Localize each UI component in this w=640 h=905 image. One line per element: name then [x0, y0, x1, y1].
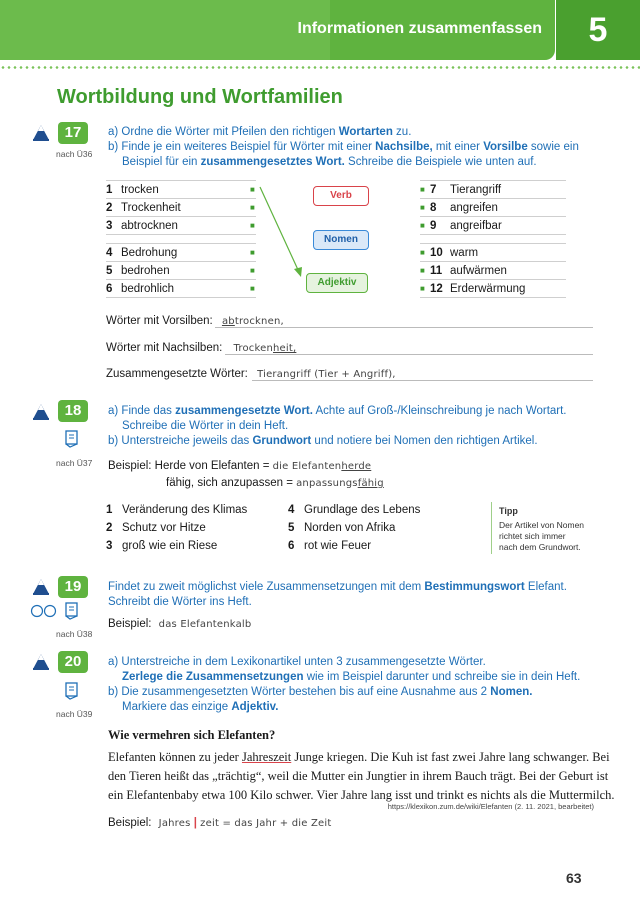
article-source: https://klexikon.zum.de/wiki/Elefanten (2. 11. 2021, bearbeitet)	[387, 802, 594, 811]
tip-box: Tipp Der Artikel von Nomen richtet sich immer nach dem Grundwort.	[499, 506, 585, 552]
list-item: ■ 7 Tierangriff	[420, 181, 566, 199]
article-body: Elefanten können zu jeder Jahreszeit Junge kriegen. Die Kuh ist fast zwei Jahre lang schwanger. Bei den Tieren heißt das „trächtig“, weil die Mutter ein Jungtier in ihrem Bauch trägt. Bei der Geburt ist ein Elefantenbaby etwa 100 Kilo schwer. Vier Jahre lang isst und trinkt es nichts als die Muttermilch.	[108, 750, 615, 802]
task-number-19: 19	[58, 576, 88, 598]
task-18-items-right	[288, 501, 420, 555]
list-item: 5 Norden von Afrika	[288, 522, 396, 534]
partner-work-icon	[30, 604, 58, 618]
page-title: Wortbildung und Wortfamilien	[57, 86, 343, 108]
task-number-18: 18	[58, 400, 88, 422]
list-item: 1 Veränderung des Klimas	[106, 504, 248, 516]
header-band-left	[0, 0, 330, 60]
list-item: 5 bedrohen ■	[106, 262, 256, 280]
task-number-20: 20	[58, 651, 88, 673]
list-item: 6 bedrohlich ■	[106, 280, 256, 298]
notebook-icon	[64, 682, 80, 700]
task-ref-20: nach Ü39	[56, 709, 93, 719]
task-18-example: Beispiel: Herde von Elefanten = die Elefantenherde fähig, sich anzupassen = anpassungsfähig	[108, 460, 384, 489]
task-18-instructions: a) Finde das zusammengesetzte Wort. Achte auf Groß-/Kleinschreibung je nach Wortart. Schreibe die Wörter in dein Heft. b) Unterstreiche jeweils das Grundwort und notiere bei Nomen den richtigen Artikel.	[108, 405, 567, 447]
list-item: ■ 8 angreifen	[420, 199, 566, 217]
word-class-nomen: Nomen	[313, 230, 369, 250]
list-item: 4 Bedrohung ■	[106, 244, 256, 262]
mountain-icon	[32, 578, 50, 596]
chapter-number: 5	[556, 0, 640, 60]
task-ref-17: nach Ü36	[56, 149, 93, 159]
list-item: 3 abtrocknen ■	[106, 217, 256, 235]
list-item: ■ 12 Erderwärmung	[420, 280, 566, 298]
notebook-icon	[64, 602, 80, 620]
task-ref-18: nach Ü37	[56, 458, 93, 468]
example-arrow	[255, 184, 305, 280]
list-item: 2 Schutz vor Hitze	[106, 522, 206, 534]
list-item: ■ 11 aufwärmen	[420, 262, 566, 280]
chapter-title: Informationen zusammenfassen	[297, 20, 542, 37]
page-number: 63	[566, 870, 582, 886]
word-class-adjektiv: Adjektiv	[306, 273, 368, 293]
task-20-example: Beispiel: Jahres | zeit = das Jahr + die Zeit	[108, 817, 332, 829]
mountain-icon	[32, 653, 50, 671]
word-list-right	[420, 180, 566, 298]
list-item: ■ 9 angreifbar	[420, 217, 566, 235]
list-item: 1 trocken ■	[106, 181, 256, 199]
article-title: Wie vermehren sich Elefanten?	[108, 728, 276, 742]
list-item: 4 Grundlage des Lebens	[288, 504, 421, 516]
mountain-icon	[32, 403, 50, 421]
list-item: 6 rot wie Feuer	[288, 540, 372, 552]
list-item: 2 Trockenheit ■	[106, 199, 256, 217]
answer-rule	[225, 354, 593, 355]
task-number-17: 17	[58, 122, 88, 144]
suffix-answer-line: Wörter mit Nachsilben: Trockenheit,	[106, 342, 297, 354]
task-ref-19: nach Ü38	[56, 629, 93, 639]
dotted-divider	[0, 66, 640, 69]
task-19-example: Beispiel: das Elefantenkalb	[108, 618, 252, 630]
task-19-instructions: Findet zu zweit möglichst viele Zusammensetzungen mit dem Bestimmungswort Elefant. Schreibt die Wörter ins Heft.	[108, 581, 567, 608]
list-item: 3 groß wie ein Riese	[106, 540, 218, 552]
task-17-instructions: a) Ordne die Wörter mit Pfeilen den richtigen Wortarten zu. b) Finde je ein weiteres Beispiel für Wörter mit einer Nachsilbe, mit einer Vorsilbe sowie ein Beispiel für ein zusammengesetztes Wort. Schreibe die Beispiele wie unten auf.	[108, 126, 579, 168]
answer-rule	[252, 380, 593, 381]
task-20-instructions: a) Unterstreiche in dem Lexikonartikel unten 3 zusammengesetzte Wörter. Zerlege die Zusammensetzungen wie im Beispiel darunter und schreibe sie in dein Heft. b) Die zusammengesetzten Wörter bestehen bis auf eine Ausnahme aus 2 Nomen. Markiere das einzige Adjektiv.	[108, 656, 581, 713]
word-class-verb: Verb	[313, 186, 369, 206]
prefix-answer-line: Wörter mit Vorsilben: abtrocknen,	[106, 315, 284, 327]
notebook-icon	[64, 430, 80, 448]
word-list-left	[106, 180, 256, 298]
answer-rule	[215, 327, 593, 328]
tip-divider	[491, 502, 492, 554]
mountain-icon	[32, 124, 50, 142]
list-item: ■ 10 warm	[420, 244, 566, 262]
task-18-items-left	[106, 501, 247, 555]
compound-answer-line: Zusammengesetzte Wörter: Tierangriff (Tier + Angriff),	[106, 368, 396, 380]
